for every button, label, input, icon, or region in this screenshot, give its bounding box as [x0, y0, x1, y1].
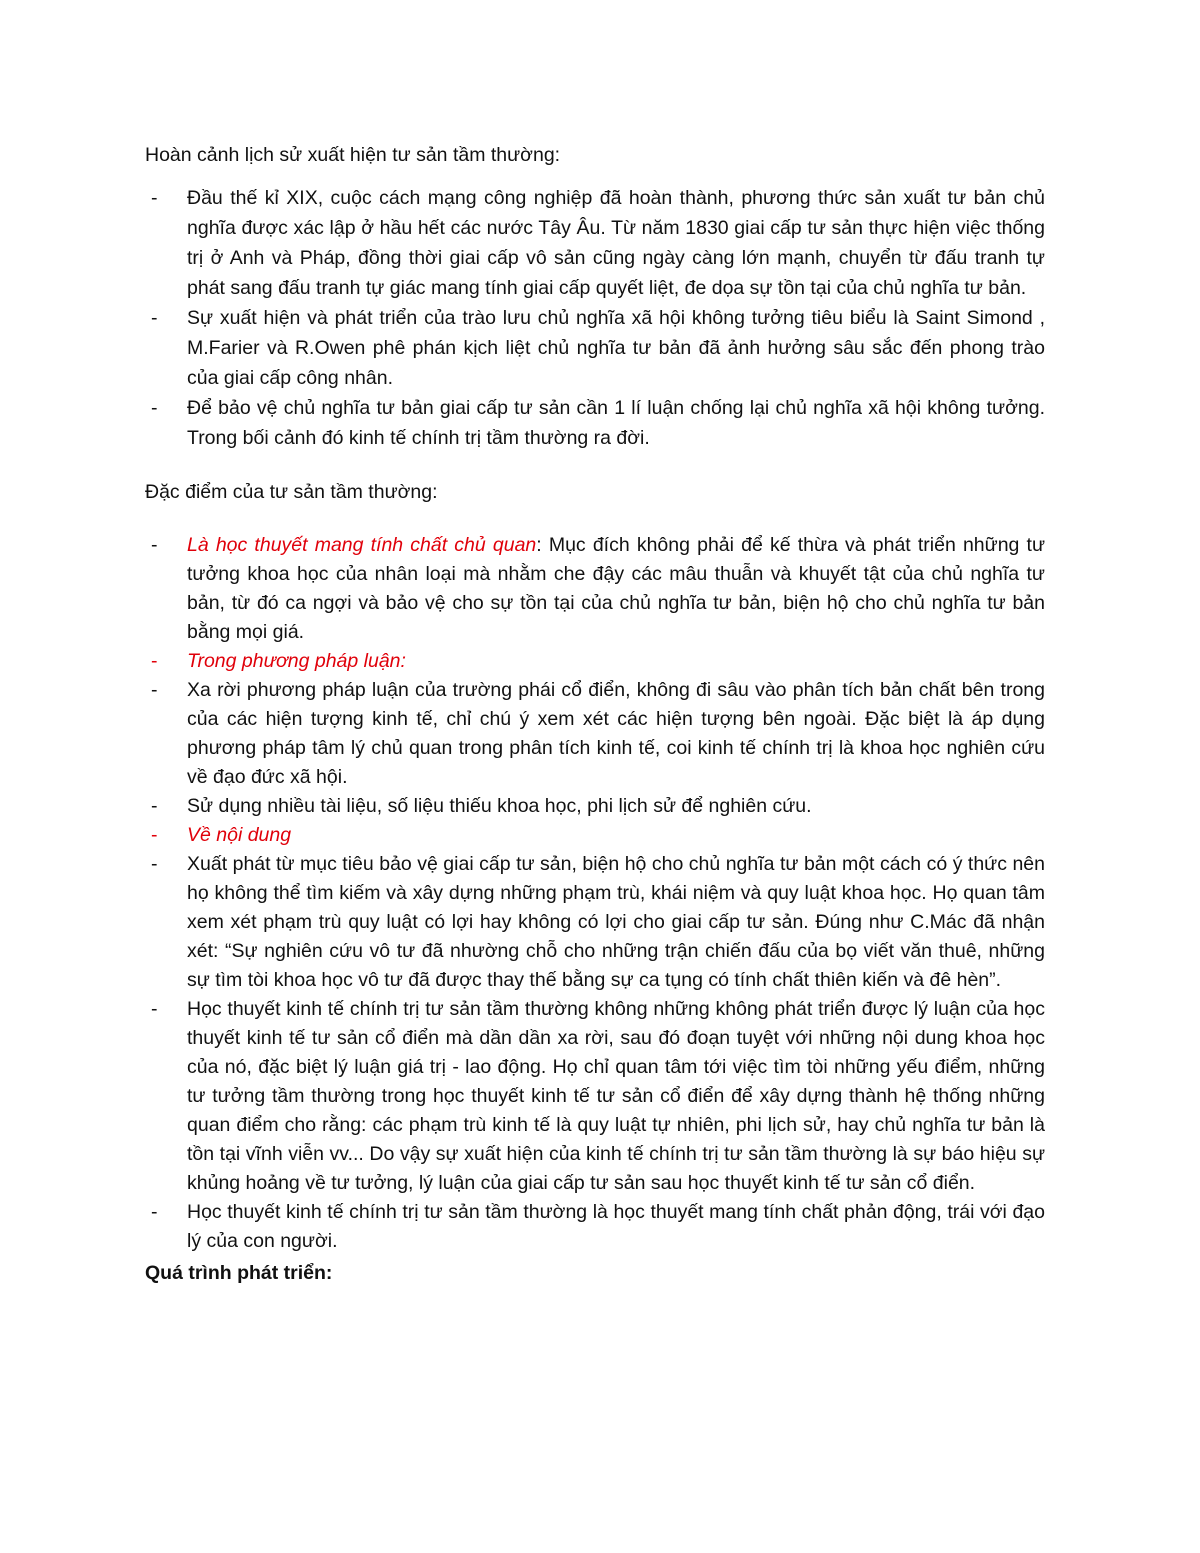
- bullet-dash: -: [151, 534, 158, 556]
- bullet-dash: -: [151, 853, 158, 875]
- list-item-text: Xa rời phương pháp luận của trường phái cổ điển, không đi sâu vào phân tích bản chất bên trong của các hiện tượng kinh tế, chỉ chú ý xem xét các hiện tượng bên ngoài. Đặc biệt là áp dụng phương pháp tâm lý chủ quan trong phân tích kinh tế, coi kinh tế chính trị là khoa học nghiên cứu về đạo đức xã hội.: [187, 679, 1045, 788]
- list-item: [145, 676, 1045, 792]
- highlight-label: Là học thuyết mang tính chất chủ quan: [187, 534, 537, 556]
- bullet-dash: -: [151, 650, 158, 672]
- highlight-label: Về nội dung: [187, 824, 292, 846]
- list-item: [145, 531, 1045, 647]
- list-item-text: Sự xuất hiện và phát triển của trào lưu chủ nghĩa xã hội không tưởng tiêu biểu là Saint Simond , M.Farier và R.Owen phê phán kịch liệt chủ nghĩa tư bản đã ảnh hưởng sâu sắc đến phong trào của giai cấp công nhân.: [187, 307, 1045, 389]
- list-item-text: Để bảo vệ chủ nghĩa tư bản giai cấp tư sản cần 1 lí luận chống lại chủ nghĩa xã hội không tưởng. Trong bối cảnh đó kinh tế chính trị tầm thường ra đời.: [187, 397, 1045, 449]
- document-body: [145, 140, 1045, 1288]
- historical-context-list: [145, 183, 1045, 453]
- list-item: [145, 792, 1045, 821]
- bullet-dash: -: [151, 824, 158, 846]
- list-item-text: Đầu thế kỉ XIX, cuộc cách mạng công nghiệp đã hoàn thành, phương thức sản xuất tư bản chủ nghĩa được xác lập ở hầu hết các nước Tây Âu. Từ năm 1830 giai cấp tư sản thực hiện việc thống trị ở Anh và Pháp, đồng thời giai cấp vô sản cũng ngày càng lớn mạnh, chuyển từ đấu tranh tự phát sang đấu tranh tự giác mang tính giai cấp quyết liệt, đe dọa sự tồn tại của chủ nghĩa tư bản.: [187, 187, 1045, 299]
- bullet-dash: -: [151, 1201, 158, 1223]
- bullet-dash: -: [151, 187, 158, 209]
- highlight-label: Trong phương pháp luận:: [187, 650, 406, 672]
- bullet-dash: -: [151, 795, 158, 817]
- list-item-text: Học thuyết kinh tế chính trị tư sản tầm thường là học thuyết mang tính chất phản động, trái với đạo lý của con người.: [187, 1201, 1045, 1252]
- list-item-text: Xuất phát từ mục tiêu bảo vệ giai cấp tư sản, biện hộ cho chủ nghĩa tư bản một cách có ý thức nên họ không thể tìm kiếm và xây dựng những phạm trù, khái niệm và quy luật khoa học. Họ quan tâm xem xét phạm trù quy luật có lợi hay không có lợi cho giai cấp tư sản. Đúng như C.Mác đã nhận xét: “Sự nghiên cứu vô tư đã nhường chỗ cho những trận chiến đấu của bọ viết văn thuê, những sự tìm tòi khoa học vô tư đã được thay thế bằng sự ca tụng có tính chất thiên kiến và đê hèn”.: [187, 853, 1045, 991]
- list-item: [145, 303, 1045, 393]
- section-title-historical-context: Hoàn cảnh lịch sử xuất hiện tư sản tầm thường:: [145, 144, 561, 166]
- bullet-dash: -: [151, 679, 158, 701]
- list-item: [145, 850, 1045, 995]
- list-item: [145, 995, 1045, 1198]
- list-item: [145, 183, 1045, 303]
- characteristics-list: [145, 531, 1045, 1256]
- list-item-text: : Mục đích không phải để kế thừa và phát triển những tư tưởng khoa học của nhân loại mà nhằm che đậy các mâu thuẫn và khuyết tật của chủ nghĩa tư bản, từ đó ca ngợi và bảo vệ cho sự tồn tại của chủ nghĩa tư bản, biện hộ cho chủ nghĩa tư bản bằng mọi giá.: [187, 534, 1046, 643]
- section-title-development: Quá trình phát triển:: [145, 1262, 333, 1284]
- list-item-text: Sử dụng nhiều tài liệu, số liệu thiếu khoa học, phi lịch sử để nghiên cứu.: [187, 795, 812, 817]
- list-item-text: Học thuyết kinh tế chính trị tư sản tầm thường không những không phát triển được lý luận của học thuyết kinh tế tư sản cổ điển mà dần dần xa rời, sau đó đoạn tuyệt với những nội dung khoa học của nó, đặc biệt lý luận giá trị - lao động. Họ chỉ quan tâm tới việc tìm tòi những yếu điểm, những tư tưởng tầm thường trong học thuyết kinh tế tư sản cổ điển để xây dựng thành hệ thống những quan điểm cho rằng: các phạm trù kinh tế là quy luật tự nhiên, phi lịch sử, hay chủ nghĩa tư bản là tồn tại vĩnh viễn vv... Do vậy sự xuất hiện của kinh tế chính trị tư sản tầm thường là sự báo hiệu sự khủng hoảng về tư tưởng, lý luận của giai cấp tư sản sau học thuyết kinh tế tư sản cổ điển.: [187, 998, 1045, 1194]
- list-item: [145, 393, 1045, 453]
- bullet-dash: -: [151, 998, 158, 1020]
- list-item: [145, 821, 1045, 850]
- bullet-dash: -: [151, 397, 158, 419]
- list-item: [145, 647, 1045, 676]
- list-item: [145, 1198, 1045, 1256]
- bullet-dash: -: [151, 307, 158, 329]
- section-title-characteristics: Đặc điểm của tư sản tầm thường:: [145, 481, 438, 503]
